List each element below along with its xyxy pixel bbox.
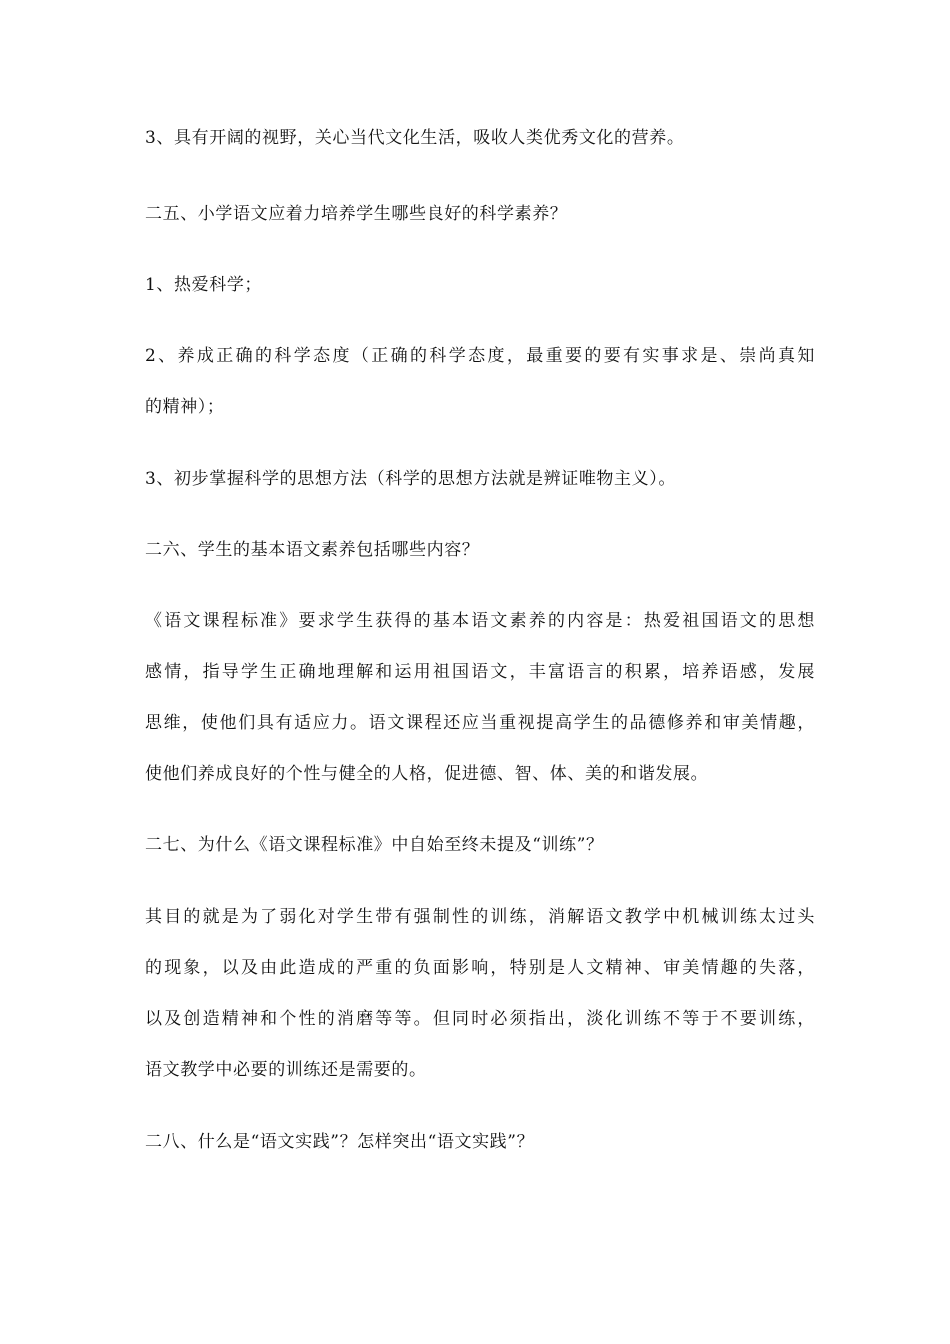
question-heading-25 xyxy=(145,189,815,240)
question-heading-28 xyxy=(145,1117,815,1168)
text-line: 二七、为什么《语文课程标准》中自始至终未提及“训练”？ xyxy=(145,835,604,855)
text-line: 的现象，以及由此造成的严重的负面影响，特别是人文精神、审美情趣的失落， xyxy=(145,958,815,978)
text-line: 《语文课程标准》要求学生获得的基本语文素养的内容是：热爱祖国语文的思想 xyxy=(145,611,815,631)
text-line: 语文教学中必要的训练还是需要的。 xyxy=(145,1060,427,1080)
text-line: 3、初步掌握科学的思想方法（科学的思想方法就是辨证唯物主义）。 xyxy=(145,469,676,489)
text-line: 二六、学生的基本语文素养包括哪些内容？ xyxy=(145,540,480,560)
text-line: 二八、什么是“语文实践”？怎样突出“语文实践”？ xyxy=(145,1132,535,1152)
question-heading-26 xyxy=(145,525,815,576)
paragraph-item-1-love-science xyxy=(145,260,815,311)
text-line: 二五、小学语文应着力培养学生哪些良好的科学素养？ xyxy=(145,204,568,224)
text-line: 1、热爱科学； xyxy=(145,275,263,295)
paragraph-item-3-open-vision xyxy=(145,113,815,164)
text-line: 感情，指导学生正确地理解和运用祖国语文，丰富语言的积累，培养语感，发展 xyxy=(145,662,815,682)
answer-paragraph-27 xyxy=(145,892,815,1096)
text-line: 的精神）； xyxy=(145,397,225,417)
text-line: 以及创造精神和个性的消磨等等。但同时必须指出，淡化训练不等于不要训练， xyxy=(145,1009,815,1029)
text-line: 其目的就是为了弱化对学生带有强制性的训练，消解语文教学中机械训练太过头 xyxy=(145,907,815,927)
answer-paragraph-26 xyxy=(145,596,815,800)
paragraph-item-3-scientific-method xyxy=(145,454,815,505)
text-line: 2、养成正确的科学态度（正确的科学态度，最重要的要有实事求是、崇尚真知 xyxy=(145,346,815,366)
paragraph-item-2-scientific-attitude xyxy=(145,331,815,433)
text-line: 使他们养成良好的个性与健全的人格，促进德、智、体、美的和谐发展。 xyxy=(145,764,709,784)
text-line: 思维，使他们具有适应力。语文课程还应当重视提高学生的品德修养和审美情趣， xyxy=(145,713,815,733)
question-heading-27 xyxy=(145,820,815,871)
text-line: 3、具有开阔的视野，关心当代文化生活，吸收人类优秀文化的营养。 xyxy=(145,128,685,148)
